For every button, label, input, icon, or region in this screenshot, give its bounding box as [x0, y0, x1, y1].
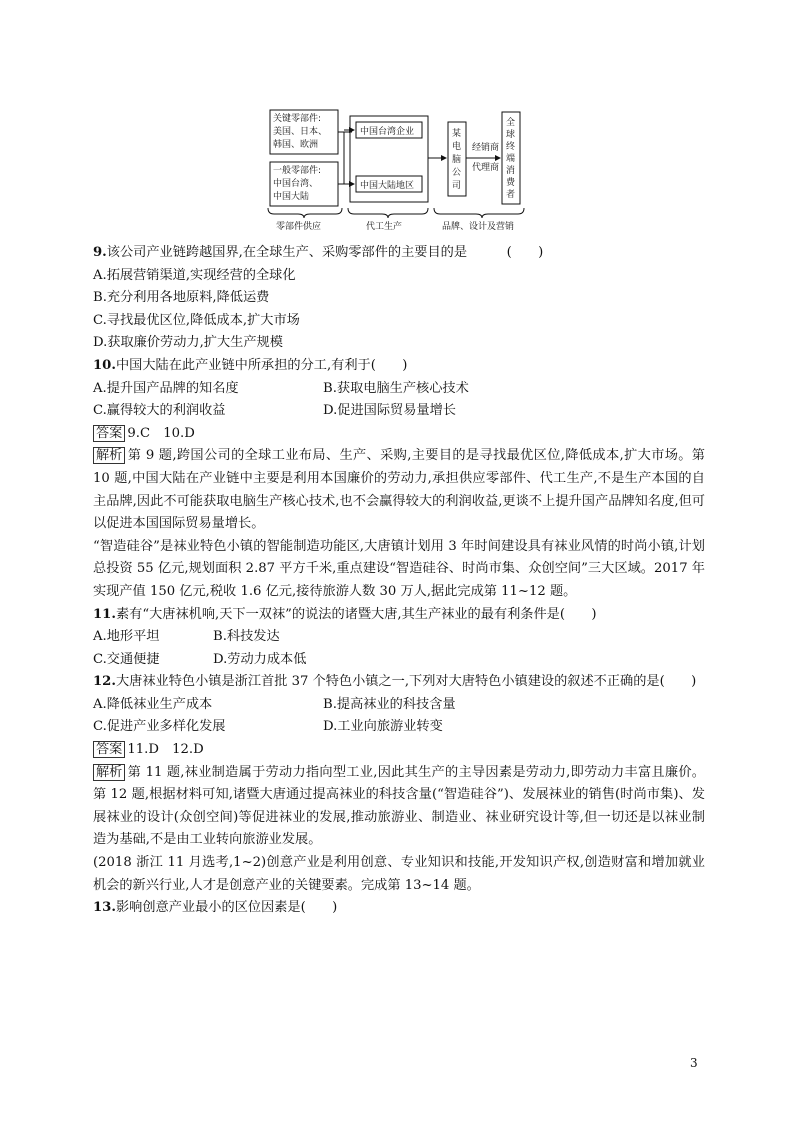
mainland-region: 中国大陆地区 [360, 181, 415, 191]
company-char-2: 电 [452, 142, 462, 152]
option-b: B.提高袜业的科技含量 [323, 696, 456, 712]
key-parts-line-1: 关键零部件: [273, 114, 322, 124]
answer-text: 9.C 10.D [127, 425, 195, 441]
answer-11-12 [93, 739, 705, 762]
options-row [93, 649, 705, 672]
options-row [93, 400, 705, 423]
consumer-char-4: 端 [506, 154, 516, 164]
option-a: A.降低袜业生产成本 [93, 696, 213, 712]
agent-label: 代理商 [472, 163, 500, 173]
question-stem: 该公司产业链跨越国界,在全球生产、采购零部件的主要目的是 ( ) [106, 245, 544, 260]
label-oem: 代工生产 [366, 222, 403, 232]
answer-tag: 答案 [93, 425, 125, 442]
question-number: 10. [93, 357, 116, 373]
question-9 [93, 242, 705, 265]
consumer-char-6: 费 [506, 178, 516, 188]
dealer-label: 经销商 [472, 143, 500, 153]
page-number: 3 [690, 1056, 698, 1070]
option-b: B.获取电脑生产核心技术 [323, 380, 469, 396]
key-parts-line-3: 韩国、欧洲 [273, 140, 319, 150]
question-stem: 中国大陆在此产业链中所承担的分工,有利于( ) [115, 357, 408, 373]
consumer-char-7: 者 [506, 190, 516, 200]
key-parts-line-2: 美国、日本、 [273, 127, 328, 137]
option-d: D.促进国际贸易量增长 [323, 403, 456, 419]
question-12 [93, 671, 705, 694]
options-row [93, 378, 705, 401]
consumer-char-1: 全 [506, 118, 516, 128]
option-c: C.促进产业多样化发展 [93, 719, 226, 735]
explanation-tag: 解析 [93, 447, 125, 464]
label-parts-supply: 零部件供应 [276, 222, 322, 232]
question-11 [93, 604, 705, 627]
option-d: D.工业向旅游业转变 [323, 719, 443, 735]
question-number: 12. [93, 674, 116, 690]
supply-chain-diagram [262, 108, 532, 232]
question-number: 9. [93, 245, 107, 260]
label-brand: 品牌、设计及营销 [442, 222, 515, 232]
option-d: D.劳动力成本低 [213, 651, 307, 667]
question-stem: 大唐袜业特色小镇是浙江首批 37 个特色小镇之一,下列对大唐特色小镇建设的叙述不正确的是( ) [115, 674, 697, 690]
option-c: C.交通便捷 [93, 651, 160, 667]
option-a: A.拓展营销渠道,实现经营的全球化 [93, 267, 296, 283]
question-stem: 影响创意产业最小的区位因素是( ) [115, 900, 338, 916]
answer-text: 11.D 12.D [127, 742, 204, 758]
taiwan-enterprise: 中国台湾企业 [360, 127, 415, 137]
option-c: C.寻找最优区位,降低成本,扩大市场 [93, 312, 300, 328]
general-parts-line-2: 中国台湾、 [273, 179, 319, 189]
explanation-9-10 [93, 445, 705, 535]
explanation-11-12 [93, 762, 705, 852]
question-number: 13. [93, 900, 116, 916]
option-a: A.地形平坦 [93, 629, 160, 645]
company-char-4: 公 [452, 168, 462, 178]
question-number: 11. [93, 606, 116, 622]
general-parts-line-1: 一般零部件: [273, 166, 322, 176]
consumer-char-5: 消 [506, 166, 516, 176]
general-parts-line-3: 中国大陆 [273, 192, 310, 202]
document-body [93, 242, 705, 920]
option-c: C.赢得较大的利润收益 [93, 403, 226, 419]
options-row [93, 716, 705, 739]
material-13-14: (2018 浙江 11 月选考,1~2)创意产业是利用创意、专业知识和技能,开发知识产权,创造财富和增加就业机会的新兴行业,人才是创意产业的关键要素。完成第 13~14 题。 [93, 855, 705, 893]
question-stem: 素有“大唐袜机响,天下一双袜”的说法的诸暨大唐,其生产袜业的最有利条件是( ) [115, 606, 597, 622]
company-char-1: 某 [452, 129, 462, 139]
answer-9-10 [93, 423, 705, 446]
explanation-text: 第 11 题,袜业制造属于劳动力指向型工业,因此其生产的主导因素是劳动力,即劳动力丰富且廉价。第 12 题,根据材料可知,诸暨大唐通过提高袜业的科技含量(“智造硅谷”)、发展袜业的销售(时尚市集)、发展袜业的设计(众创空间)等促进袜业的发展,推动旅游业、制造业、袜业研究设计等,但一切还是以袜业制造为基础,不是由工业转向旅游业发展。 [93, 764, 705, 848]
option-d: D.获取廉价劳动力,扩大生产规模 [93, 335, 283, 351]
explanation-tag: 解析 [93, 764, 125, 781]
question-10 [93, 355, 705, 378]
consumer-char-3: 终 [506, 142, 516, 152]
question-13 [93, 897, 705, 920]
company-char-3: 脑 [452, 155, 462, 165]
consumer-char-2: 球 [506, 130, 516, 140]
options-row [93, 694, 705, 717]
answer-tag: 答案 [93, 741, 125, 758]
option-b: B.充分利用各地原料,降低运费 [93, 290, 270, 306]
explanation-text: 第 9 题,跨国公司的全球工业布局、生产、采购,主要目的是寻找最优区位,降低成本,扩大市场。第 10 题,中国大陆在产业链中主要是利用本国廉价的劳动力,承担供应零部件、代工生产,不是生产本国的自主品牌,因此不可能获取电脑生产核心技术,也不会赢得较大的利润收益,更谈不上提升国产品牌知名度,但可以促进本国国际贸易量增长。 [93, 448, 705, 532]
option-b: B.科技发达 [213, 629, 280, 645]
option-a: A.提升国产品牌的知名度 [93, 380, 239, 396]
options-row [93, 626, 705, 649]
company-char-5: 司 [452, 181, 462, 191]
material-11-12: “智造硅谷”是袜业特色小镇的智能制造功能区,大唐镇计划用 3 年时间建设具有袜业风情的时尚小镇,计划总投资 55 亿元,规划面积 2.87 平方千米,重点建设“智造硅谷、时尚市集、众创空间”三大区域。2017 年实现产值 150 亿元,税收 1.6 亿元,接待旅游人数 30 万人,据此完成第 11~12 题。 [93, 538, 705, 599]
